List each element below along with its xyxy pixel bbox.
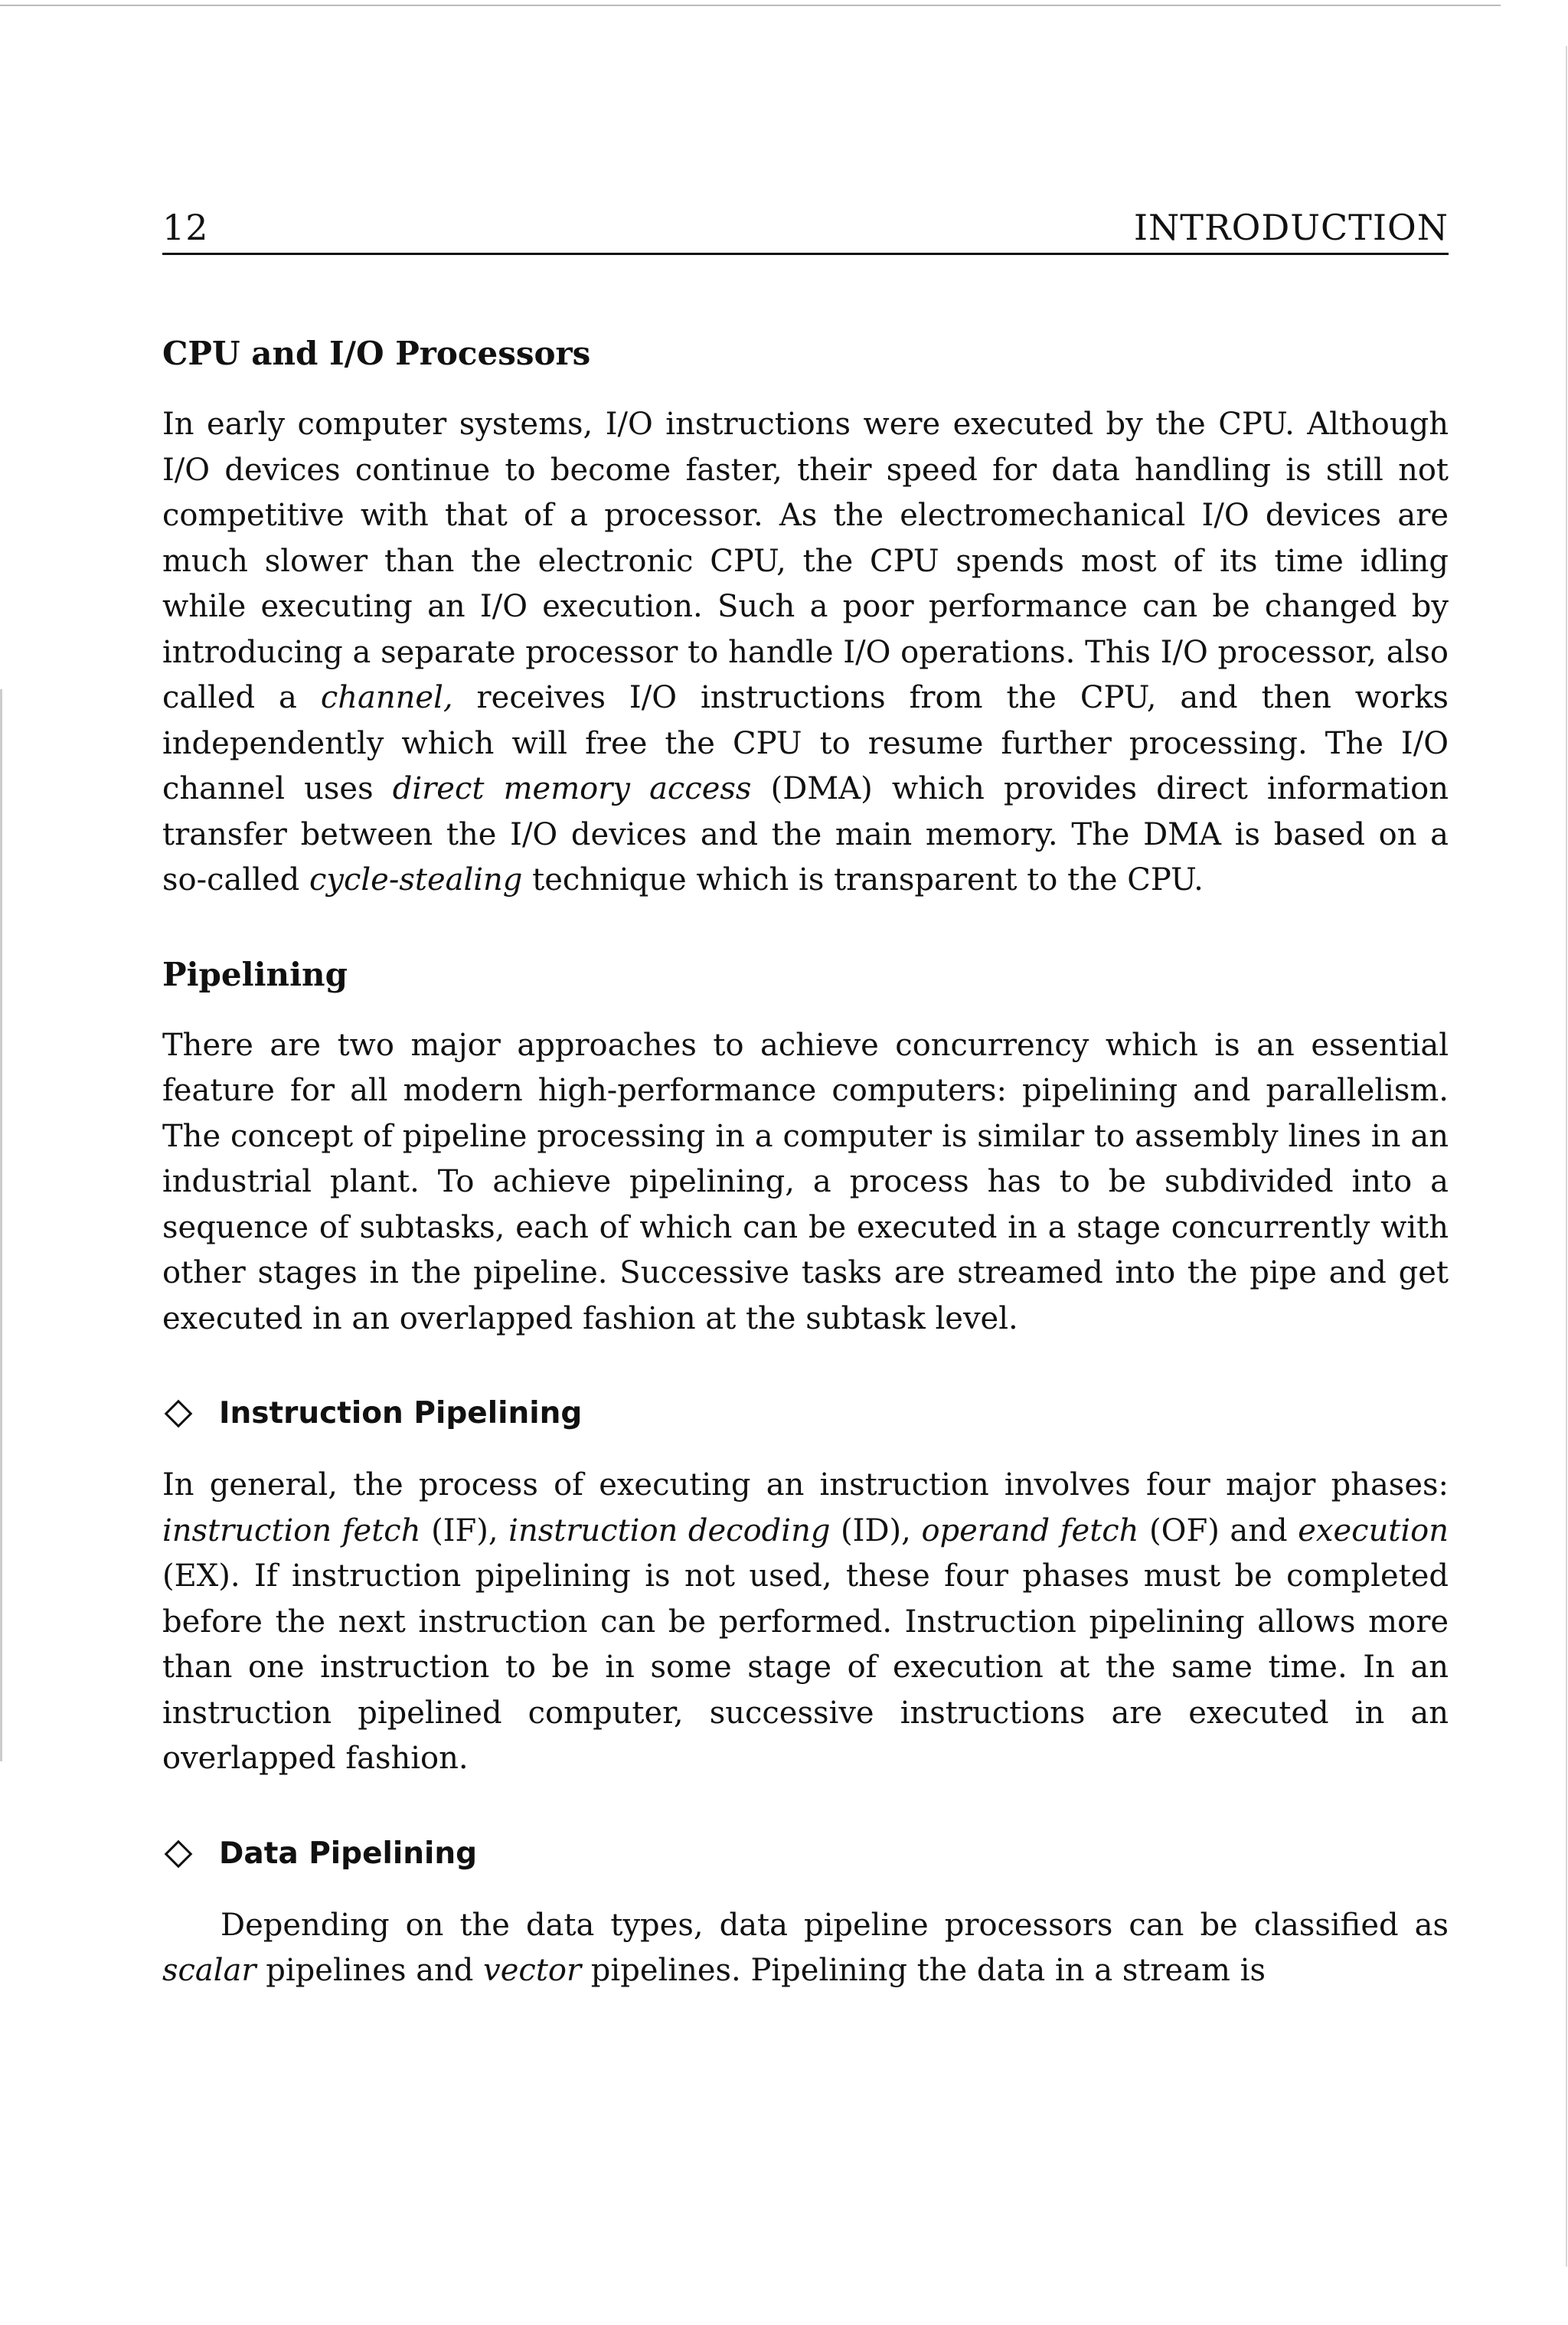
term-channel: channel, [320, 680, 453, 715]
diamond-bullet-icon [165, 1400, 193, 1428]
paragraph-pipelining: There are two major approaches to achieve concurrency which is an essential feature for all modern high-performance computers: pipelining and parallelism. The concept of pipeline processing in a computer is similar to assembly lines in an industrial plant. To achieve pipelining, a process has to be subdivided into a sequence of subtasks, each of which can be executed in a stage concurrently with other stages in the pipeline. Successive tasks are streamed into the pipe and get executed in an overlapped fashion at the subtask level. [162, 1027, 1449, 1336]
term-instruction-decoding: instruction decoding [508, 1512, 831, 1548]
term-vector: vector [483, 1953, 582, 1988]
heading-instruction-pipelining: Instruction Pipelining [162, 1395, 1449, 1432]
chapter-title: INTRODUCTION [1133, 207, 1449, 248]
heading-pipelining: Pipelining [162, 955, 348, 993]
term-operand-fetch: operand fetch [921, 1512, 1139, 1548]
term-scalar: scalar [162, 1953, 256, 1988]
scan-border-right [1566, 46, 1567, 2267]
diamond-bullet-icon [165, 1839, 193, 1868]
term-instruction-fetch: instruction fetch [162, 1512, 421, 1548]
paragraph-data-pipelining: Depending on the data types, data pipeline processors can be classified as scalar pipelines and vector pipelines. Pipelining the data in a stream is [162, 1907, 1449, 1988]
book-page [162, 207, 1449, 1994]
scan-border-left [0, 689, 2, 1761]
heading-data-pipelining: Data Pipelining [162, 1836, 1449, 1872]
paragraph-instruction-pipelining: In general, the process of executing an instruction involves four major phases: instruction fetch (IF), instruction decoding (ID), operand fetch (OF) and execution (EX). If instruction pipelining is not used, these four phases must be completed before the next instruction can be performed. Instruction pipelining allows more than one instruction to be in some stage of execution at the same time. In an instruction pipelined computer, successive instructions are executed in an overlapped fashion. [162, 1467, 1449, 1776]
term-cycle-stealing: cycle-stealing [309, 862, 523, 898]
running-header [162, 207, 1449, 255]
paragraph-cpu-io: In early computer systems, I/O instructions were executed by the CPU. Although I/O devices continue to become faster, their speed for data handling is still not competitive with that of a processor. As the electromechanical I/O devices are much slower than the electronic CPU, the CPU spends most of its time idling while executing an I/O execution. Such a poor performance can be changed by introducing a separate processor to handle I/O operations. This I/O processor, also called a channel, receives I/O instructions from the CPU, and then works independently which will free the CPU to resume further processing. The I/O channel uses direct memory access (DMA) which provides direct information transfer between the I/O devices and the main memory. The DMA is based on a so-called cycle-stealing technique which is transparent to the CPU. [162, 407, 1449, 898]
page-number: 12 [162, 207, 209, 248]
term-direct-memory-access: direct memory access [392, 771, 752, 806]
scan-border-top [0, 5, 1501, 6]
heading-cpu-io-processors: CPU and I/O Processors [162, 335, 591, 372]
term-execution: execution [1298, 1512, 1449, 1548]
